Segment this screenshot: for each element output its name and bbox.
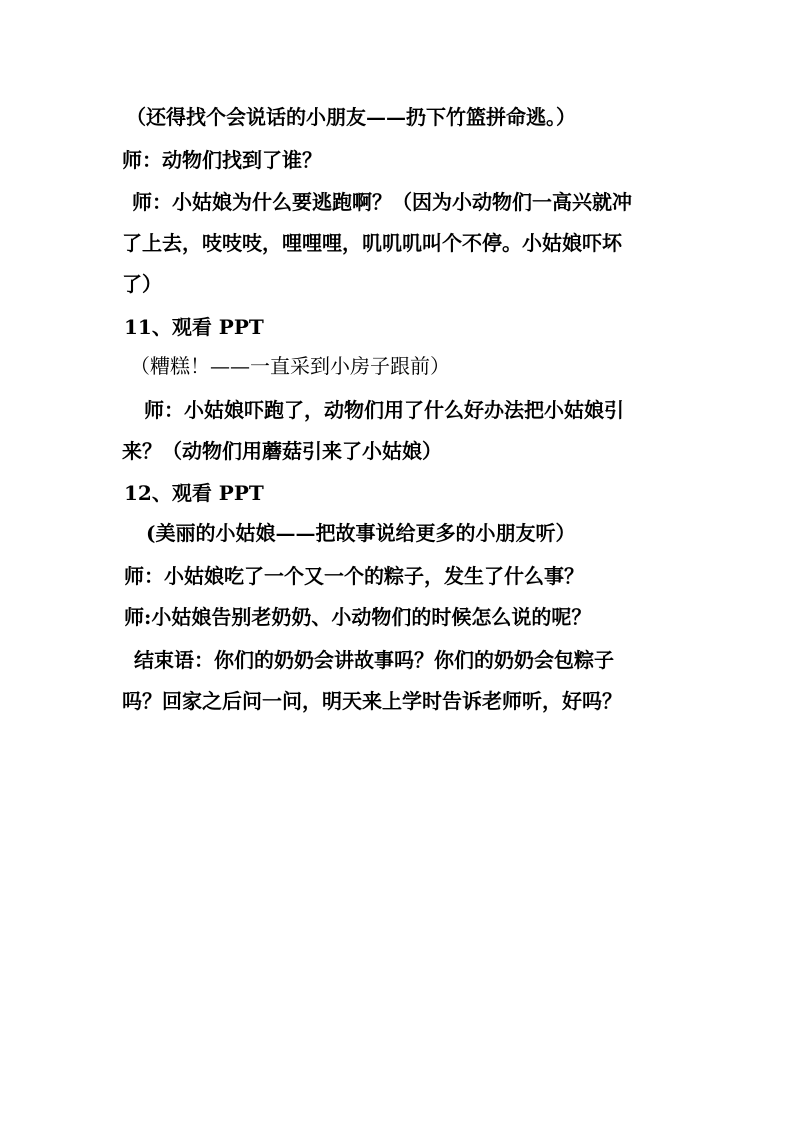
paragraph-line-11: (美丽的小姑娘——把故事说给更多的小朋友听） [146, 521, 576, 545]
section-heading-11: 11、观看 PPT [124, 315, 264, 339]
paragraph-line-14: 结束语：你们的奶奶会讲故事吗？你们的奶奶会包粽子 [134, 648, 614, 672]
section-heading-12: 12、观看 PPT [124, 481, 264, 505]
paragraph-line-13: 师:小姑娘告别老奶奶、小动物们的时候怎么说的呢？ [124, 605, 592, 629]
paragraph-line-4: 了上去，吱吱吱，哩哩哩，叽叽叽叫个不停。小姑娘吓坏 [122, 231, 622, 255]
paragraph-line-3: 师：小姑娘为什么要逃跑啊？（因为小动物们一高兴就冲 [132, 190, 632, 214]
paragraph-line-2: 师：动物们找到了谁？ [122, 148, 322, 172]
paragraph-line-7: （糟糕！——一直采到小房子跟前） [130, 354, 450, 378]
paragraph-line-9: 来？（动物们用蘑菇引来了小姑娘） [122, 439, 442, 463]
paragraph-line-12: 师：小姑娘吃了一个又一个的粽子，发生了什么事？ [124, 564, 584, 588]
paragraph-line-5: 了） [122, 272, 162, 296]
paragraph-line-8: 师：小姑娘吓跑了，动物们用了什么好办法把小姑娘引 [144, 398, 624, 422]
paragraph-line-15: 吗？回家之后问一问，明天来上学时告诉老师听，好吗？ [122, 689, 622, 713]
paragraph-line-1: （还得找个会说话的小朋友——扔下竹篮拼命逃。） [126, 105, 576, 129]
